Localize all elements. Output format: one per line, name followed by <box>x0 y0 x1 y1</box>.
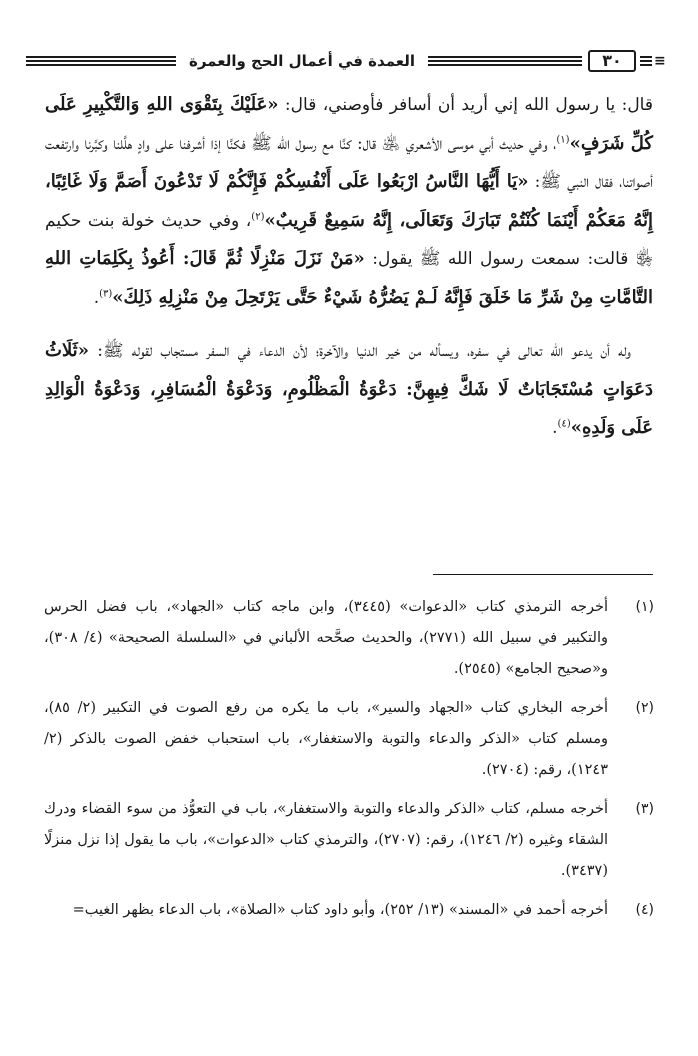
body-text-run: وله أن يدعو الله تعالى في سفره، ويسأله من خير الدنيا والآخرة؛ لأن الدعاء في السفر مستجاب لقوله ﷺ: <box>88 341 631 361</box>
page-number: ٣٠ <box>588 50 636 72</box>
header-rule-right <box>640 56 652 67</box>
footnote-text: أخرجه الترمذي كتاب «الدعوات» (٣٤٤٥)، وابن ماجه كتاب «الجهاد»، باب فضل الحرس والتكبير في سبيل الله (٢٧٧١)، والحديث صحَّحه الألباني في «السلسلة الصحيحة» (٤/ ٣٠٨)، و«صحيح الجامع» (٢٥٤٥). <box>44 599 608 677</box>
footnote-ref: (١) <box>556 133 570 145</box>
footnote-number: (٤) <box>635 902 654 918</box>
body-paragraph <box>45 86 653 317</box>
footnote <box>44 794 654 887</box>
hadith-quote: «عَلَيْكَ بِتَقْوَى اللهِ وَالتَّكْبِيرِ عَلَى كُلِّ شَرَفٍ» <box>45 94 654 154</box>
footnote <box>44 693 654 786</box>
body-text-run: . <box>93 287 100 308</box>
footnote-number: (٢) <box>635 700 654 716</box>
footnote-ref: (٢) <box>251 210 265 222</box>
body-text-run: ، وفي حديث أبي موسى الأشعري ﵁ قال: كنَّا مع رسول الله ﷺ فكنَّا إذا أشرفنا على وادٍ هلَّلنا وكبَّرنا وارتفعت أصواتنا، فقال النبي ﷺ: <box>45 133 654 192</box>
main-text <box>45 86 653 448</box>
header-rule-middle <box>428 56 582 67</box>
footnote-ref: (٤) <box>557 418 571 430</box>
footnotes <box>44 592 654 934</box>
body-paragraph <box>45 332 653 448</box>
running-title: العمدة في أعمال الحج والعمرة <box>189 52 415 70</box>
body-text-run: ، وفي حديث خولة بنت حكيم ﵂ قالت: سمعت رسول الله ﷺ يقول: <box>45 210 653 269</box>
footnote-separator <box>433 574 653 575</box>
header-rule-left <box>26 56 176 67</box>
body-text-run: . <box>552 418 558 438</box>
footnote-number: (١) <box>635 599 654 615</box>
footnote-ref: (٣) <box>99 287 113 299</box>
footnote <box>44 895 654 926</box>
footnote-text: أخرجه مسلم، كتاب «الذكر والدعاء والتوبة والاستغفار»، باب في التعوُّذ من سوء القضاء ودرك الشقاء وغيره (٢/ ١٢٤٦)، رقم: (٢٧٠٧)، والترمذي كتاب «الدعوات»، باب ما يقول إذا نزل منزلًا (٣٤٣٧). <box>44 801 609 879</box>
hadith-quote: «يَا أَيُّهَا النَّاسُ ارْبَعُوا عَلَى أَنْفُسِكُمْ فَإِنَّكُمْ لَا تَدْعُونَ أَصَمَّ وَلَا غَائِبًا، إِنَّهُ مَعَكُمْ أَيْنَمَا كُنْتُمْ تَبَارَكَ وَتَعَالَى، إِنَّهُ سَمِيعٌ قَرِيبٌ» <box>45 171 653 231</box>
running-header <box>26 50 666 74</box>
hadith-quote: «ثَلَاثُ دَعَوَاتٍ مُسْتَجَابَاتٌ لَا شَكَّ فِيهِنَّ: دَعْوَةُ الْمَظْلُومِ، وَدَعْوَةُ الْمُسَافِرِ، وَدَعْوَةُ الْوَالِدِ عَلَى وَلَدِهِ» <box>45 340 653 438</box>
footnote-text: أخرجه أحمد في «المسند» (١٣/ ٢٥٢)، وأبو داود كتاب «الصلاة»، باب الدعاء بظهر الغيب= <box>72 902 608 918</box>
header-end-mark: ≡ <box>654 53 666 69</box>
body-text-run: قال: يا رسول الله إني أريد أن أسافر فأوصني، قال: <box>278 95 653 115</box>
footnote-number: (٣) <box>635 801 654 817</box>
hadith-quote: «مَنْ نَزَلَ مَنْزِلًا ثُمَّ قَالَ: أَعُوذُ بِكَلِمَاتِ اللهِ التَّامَّاتِ مِنْ شَرِّ مَا خَلَقَ فَإِنَّهُ لَـمْ يَضُرُّهُ شَيْءٌ حَتَّى يَرْتَحِلَ مِنْ مَنْزِلِهِ ذَلِكَ» <box>45 248 653 308</box>
footnote-text: أخرجه البخاري كتاب «الجهاد والسير»، باب ما يكره من رفع الصوت في التكبير (٢/ ٨٥)، ومسلم كتاب «الذكر والدعاء والتوبة والاستغفار»، باب استحباب خفض الصوت بالذكر (٢/ ١٢٤٣)، رقم: (٢٧٠٤). <box>44 700 609 778</box>
footnote <box>44 592 654 685</box>
